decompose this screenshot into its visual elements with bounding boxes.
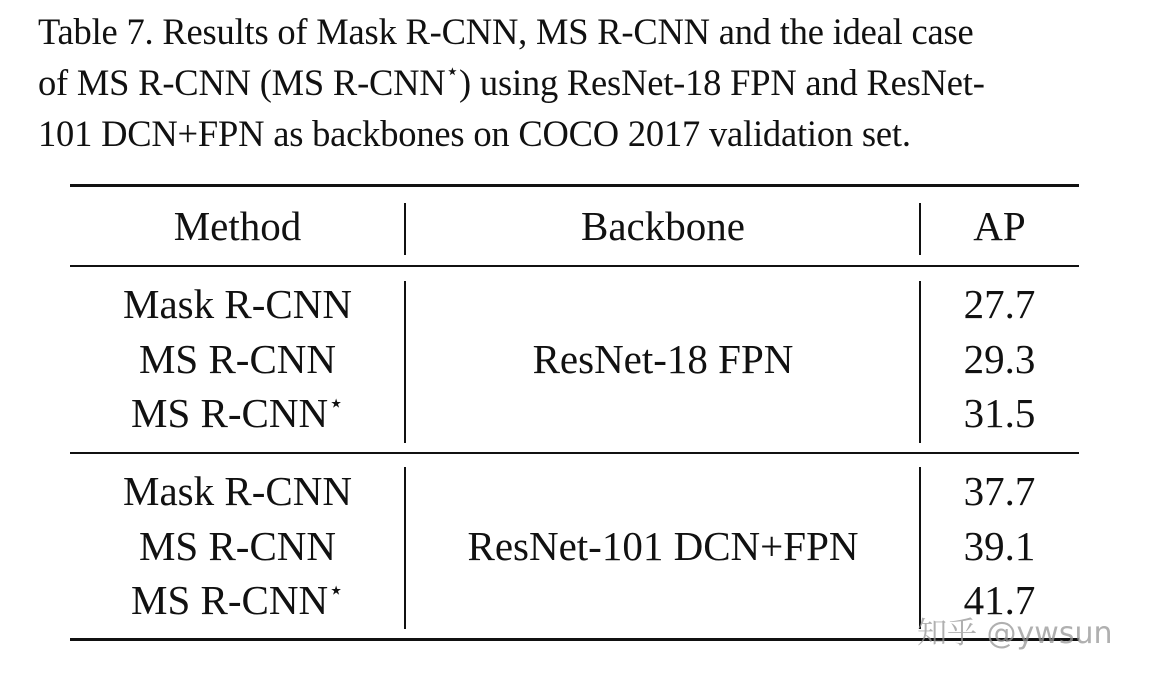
- caption-star: ⋆: [445, 58, 460, 84]
- table-row-method: [70, 332, 405, 386]
- table-row-ap: 31.5: [963, 390, 1036, 436]
- table-row-method: [70, 519, 405, 573]
- method-name: MS R-CNN: [138, 523, 337, 569]
- method-name: MS R-CNN: [138, 336, 337, 382]
- table-row-ap: 41.7: [963, 577, 1036, 623]
- method-name: Mask R-CNN: [123, 468, 352, 514]
- header-ap: AP: [973, 203, 1026, 249]
- header-backbone: Backbone: [581, 203, 745, 249]
- header-method: Method: [173, 203, 302, 249]
- caption-line-2: [38, 57, 1128, 108]
- group2-backbone: ResNet-101 DCN+FPN: [467, 523, 859, 569]
- table-top-rule: [70, 184, 1079, 187]
- table-group-separator: [70, 452, 1079, 454]
- caption-line-3: 101 DCN+FPN as backbones on COCO 2017 validation set.: [38, 113, 911, 154]
- table-row-ap: 27.7: [963, 281, 1036, 327]
- table-row-method: [70, 573, 405, 627]
- table-header-rule: [70, 265, 1079, 267]
- ideal-star: ⋆: [328, 389, 344, 418]
- table-row-ap: 29.3: [963, 336, 1036, 382]
- table-row-method: [70, 277, 405, 331]
- method-name: MS R-CNN: [131, 390, 329, 436]
- table-caption: [38, 6, 1128, 159]
- table-row-ap: 39.1: [963, 523, 1036, 569]
- watermark-text: 知乎 @ywsun: [917, 616, 1113, 651]
- caption-line-2-start: of MS R-CNN (MS R-CNN: [38, 62, 446, 103]
- table-row-method: [70, 386, 405, 440]
- ideal-star: ⋆: [328, 576, 344, 605]
- caption-line-1: Table 7. Results of Mask R-CNN, MS R-CNN and the ideal case: [38, 11, 974, 52]
- group1-backbone: ResNet-18 FPN: [532, 336, 794, 382]
- table-row-method: [70, 464, 405, 518]
- method-name: MS R-CNN: [131, 577, 329, 623]
- table-row-ap: 37.7: [963, 468, 1036, 514]
- caption-line-2-end: ) using ResNet-18 FPN and ResNet-: [459, 62, 985, 103]
- method-name: Mask R-CNN: [123, 281, 352, 327]
